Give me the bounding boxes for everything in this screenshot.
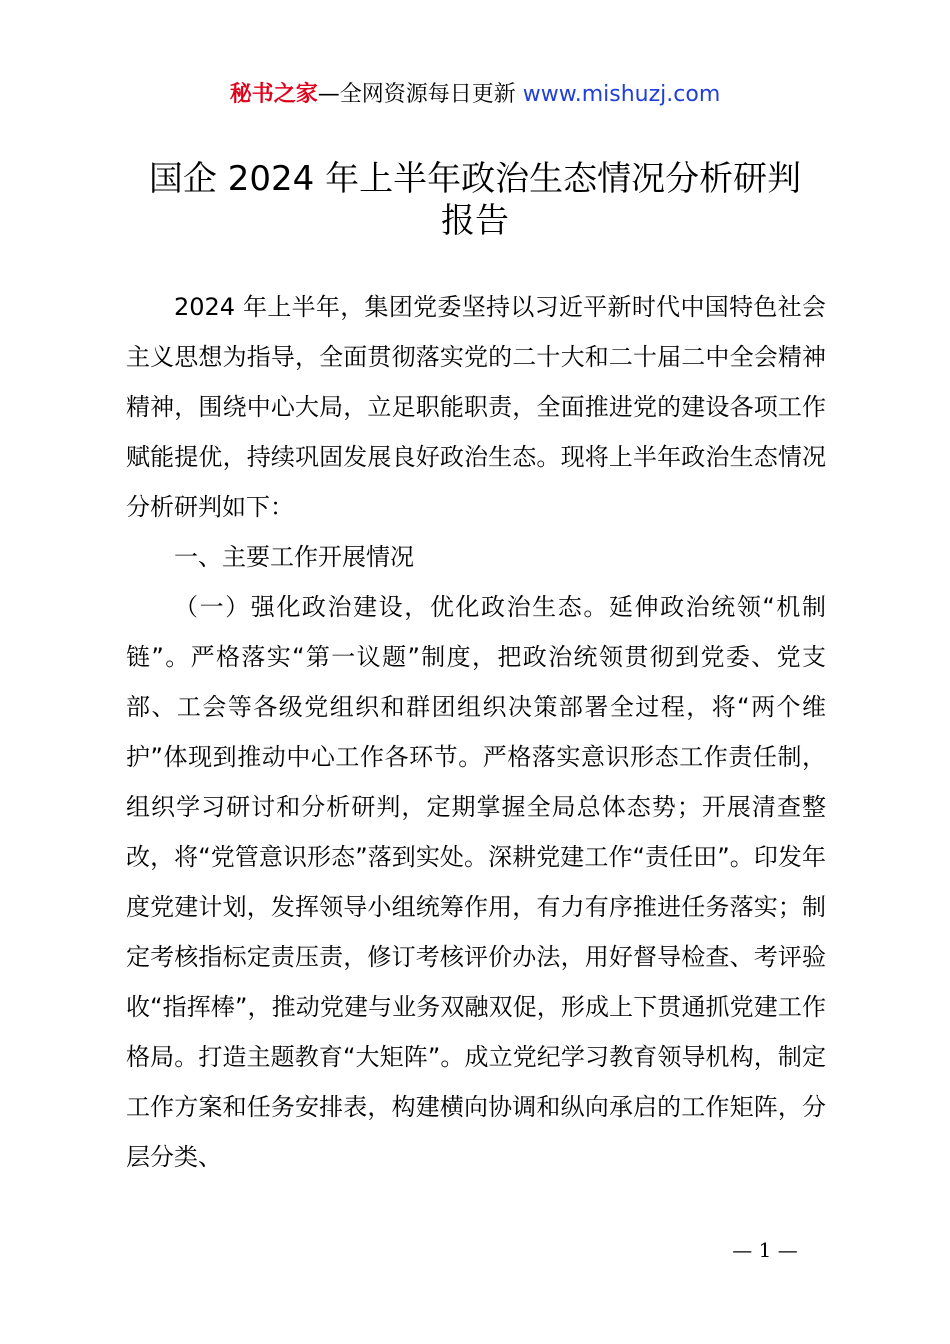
site-header: [0, 78, 950, 112]
document-title: [100, 158, 850, 242]
site-url-link[interactable]: www.mishuzj.com: [522, 82, 721, 107]
document-body: [126, 282, 826, 1182]
title-line-2: 报告: [441, 201, 509, 241]
body-paragraph: （一）强化政治建设，优化政治生态。延伸政治统领“机制链”。严格落实“第一议题”制度，把政治统领贯彻到党委、党支部、工会等各级党组织和群团组织决策部署全过程，将“两个维护”体现到推动中心工作各环节。严格落实意识形态工作责任制，组织学习研讨和分析研判，定期掌握全局总体态势；开展清查整改，将“党管意识形态”落到实处。深耕党建工作“责任田”。印发年度党建计划，发挥领导小组统筹作用，有力有序推进任务落实；制定考核指标定责压责，修订考核评价办法，用好督导检查、考评验收“指挥棒”，推动党建与业务双融双促，形成上下贯通抓党建工作格局。打造主题教育“大矩阵”。成立党纪学习教育领导机构，制定工作方案和任务安排表，构建横向协调和纵向承启的工作矩阵，分层分类、: [126, 593, 826, 1171]
intro-paragraph: 2024 年上半年，集团党委坚持以习近平新时代中国特色社会主义思想为指导，全面贯彻落实党的二十大和二十届二中全会精神精神，围绕中心大局，立足职能职责，全面推进党的建设各项工作赋能提优，持续巩固发展良好政治生态。现将上半年政治生态情况分析研判如下：: [126, 293, 826, 521]
page-number: — 1 —: [732, 1238, 798, 1262]
header-tagline: —全网资源每日更新: [317, 82, 523, 107]
title-line-1: 国企 2024 年上半年政治生态情况分析研判: [148, 159, 802, 199]
section-heading: 一、主要工作开展情况: [174, 543, 414, 571]
brand-name: 秘书之家: [229, 82, 318, 107]
